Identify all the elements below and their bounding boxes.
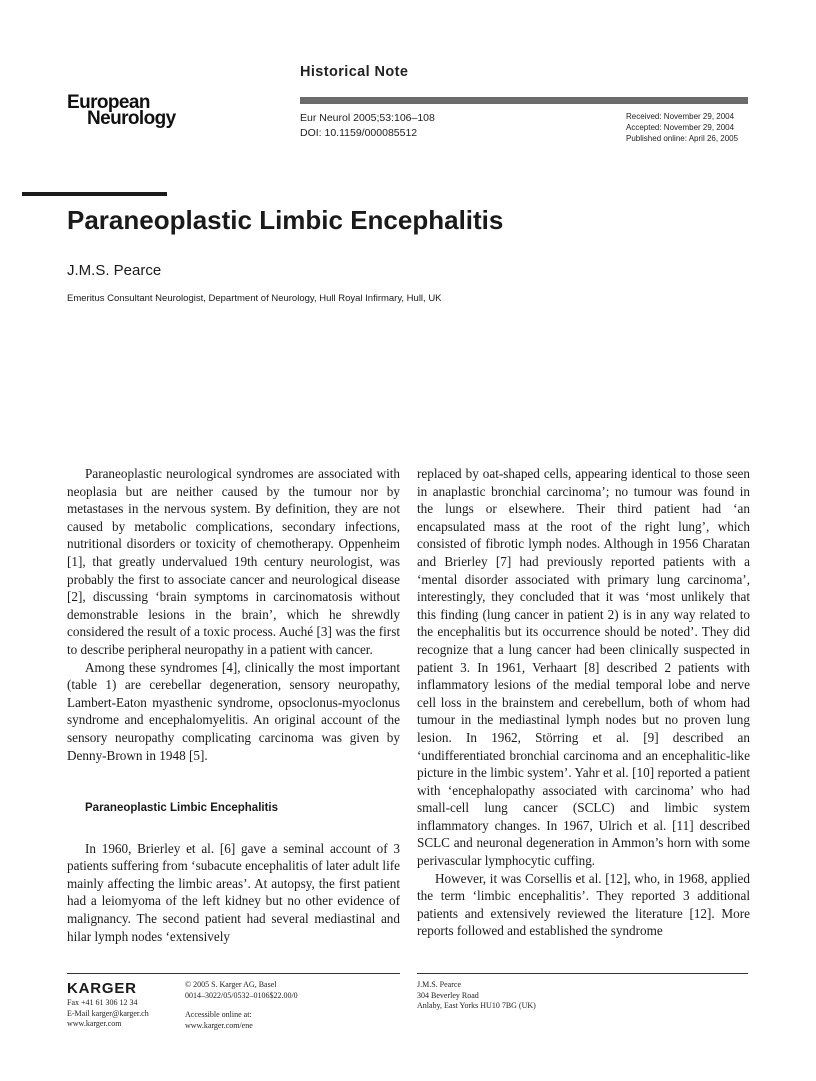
doi: DOI: 10.1159/000085512 <box>300 127 418 139</box>
body-column-right <box>417 465 750 940</box>
publisher-fax: Fax +41 61 306 12 34 <box>67 998 138 1007</box>
paragraph: replaced by oat-shaped cells, appearing identical to those seen in anaplastic bronchial carcinoma’; no tumour was found in the lungs or elsewhere. Their third patient had ‘an encapsulated mass at the root of the right lung’, which consisted of fibrotic lymph nodes. Although in 1956 Charatan and Brierley [7] had previously reported patients with a ‘mental disorder associated with primary lung carcinoma’, interestingly, they concluded that it was ‘most unlikely that this finding (lung cancer in patient 2) is in any way related to the encephalitis but its occurrence should be noted’. They did recognize that a lung cancer had been clinically suspected in patient 3. In 1961, Verhaart [8] described 2 patients with inflammatory lesions of the medial temporal lobe and nerve cell loss in the brainstem and cerebellum, both of whom had tumour in the mediastinal lymph nodes but no proven lung lesion. In 1962, Störring et al. [9] described an ‘undifferentiated bronchial carcinoma and an encephalitic-like picture in the limbic system’. Yahr et al. [10] reported a patient with ‘encephalopathy associated with carcinoma’ who had small-cell lung cancer (SCLC) and limbic system inflammatory changes. In 1967, Ulrich et al. [11] described SCLC and neuronal degeneration in Ammon’s horn with some perivascular lymphocytic cuffing. <box>417 466 750 869</box>
section-rule <box>300 97 748 104</box>
address-name: J.M.S. Pearce <box>417 980 461 989</box>
publisher-contact <box>67 998 149 1030</box>
title-rule <box>22 192 167 196</box>
copyright-block <box>185 980 298 1001</box>
section-heading: Paraneoplastic Limbic Encephalitis <box>85 802 279 815</box>
online-access <box>185 1010 253 1031</box>
author-affiliation: Emeritus Consultant Neurologist, Department of Neurology, Hull Royal Infirmary, Hull, UK <box>67 293 442 304</box>
publisher-website[interactable]: www.karger.com <box>67 1019 122 1028</box>
publisher-email[interactable]: E-Mail karger@karger.ch <box>67 1008 149 1018</box>
address-street: 304 Beverley Road <box>417 990 479 1000</box>
article-title: Paraneoplastic Limbic Encephalitis <box>67 205 504 235</box>
received-date: Received: November 29, 2004 <box>626 112 735 121</box>
paragraph: However, it was Corsellis et al. [12], who, in 1968, applied the term ‘limbic encephalitis’. They reported 3 additional patients and extensively reviewed the literature [12]. More reports followed and established the syndrome <box>417 870 750 939</box>
section-label: Historical Note <box>300 64 409 80</box>
paragraph: Paraneoplastic neurological syndromes are associated with neoplasia but are neither caused by the tumour nor by metastases in the nervous system. By definition, they are not caused by metabolic complications, secondary infections, nutritional disorders or toxicity of chemotherapy. Oppenheim [1], that greatly undervalued 19th century neurologist, was probably the first to associate cancer and neurological disease [2], discussing ‘brain symptoms in carcinomatosis without demonstrable lesions in the brain’, which he shrewdly considered the result of a toxic process. Auché [3] was the first to describe peripheral neuropathy in a patient with cancer. <box>67 466 400 657</box>
publisher-logo: KARGER <box>67 980 137 997</box>
issn-code: 0014–3022/05/0532–0106$22.00/0 <box>185 990 298 1000</box>
article-dates <box>626 111 738 144</box>
copyright-notice: © 2005 S. Karger AG, Basel <box>185 980 277 989</box>
journal-citation: Eur Neurol 2005;53:106–108 <box>300 112 435 124</box>
published-date: Published online: April 26, 2005 <box>626 134 739 143</box>
accepted-date: Accepted: November 29, 2004 <box>626 123 735 132</box>
online-label: Accessible online at: <box>185 1010 252 1019</box>
journal-logo-line1: European <box>67 92 150 113</box>
body-column-left <box>67 465 400 945</box>
author-address <box>417 980 536 1012</box>
paragraph: In 1960, Brierley et al. [6] gave a seminal account of 3 patients suffering from ‘subacute encephalitis of later adult life mainly affecting the limbic areas’. At autopsy, the first patient had a leiomyoma of the left kidney but no other evidence of malignancy. The second patient had several mediastinal and hilar lymph nodes ‘extensively <box>67 840 400 944</box>
footer-rule-left <box>67 973 400 974</box>
paragraph: Among these syndromes [4], clinically the most important (table 1) are cerebellar degeneration, sensory neuropathy, Lambert-Eaton myasthenic syndrome, opsoclonus-myoclonus syndrome and encephalomyelitis. An original account of the sensory neuropathy complicating carcinoma was given by Denny-Brown in 1948 [5]. <box>67 659 400 763</box>
citation-block <box>300 111 435 141</box>
footer-rule-right <box>417 973 748 974</box>
journal-logo-line2: Neurology <box>87 108 176 129</box>
journal-logo <box>67 92 176 129</box>
address-city: Anlaby, East Yorks HU10 7BG (UK) <box>417 1001 536 1010</box>
author-name: J.M.S. Pearce <box>67 262 162 279</box>
online-url[interactable]: www.karger.com/ene <box>185 1020 253 1030</box>
